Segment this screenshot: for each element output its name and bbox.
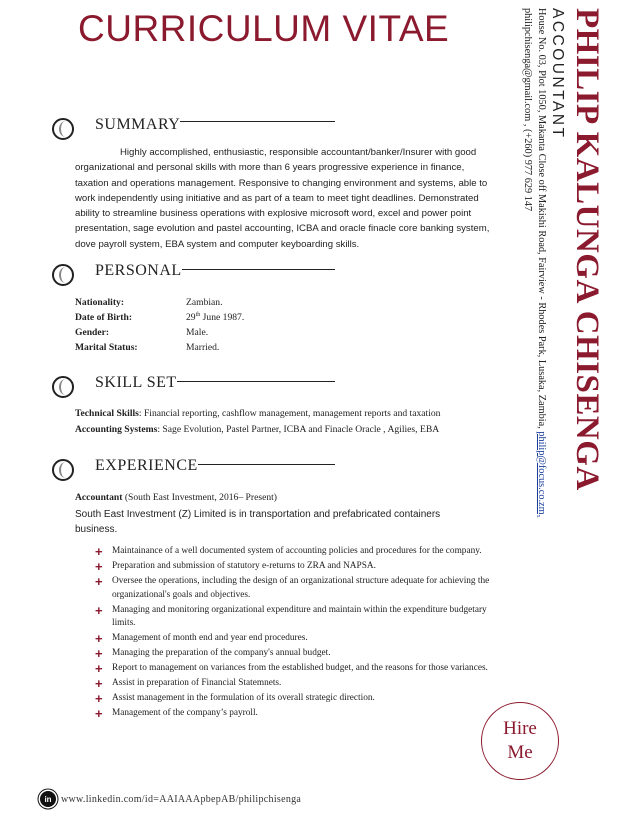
candidate-name: PHILIP KALUNGA CHISENGA (569, 8, 605, 491)
section-title-summary: SUMMARY (95, 116, 181, 133)
list-item (95, 545, 495, 559)
skill-label: Accounting Systems (75, 424, 158, 435)
personal-value: Male. (186, 327, 209, 338)
personal-details-table (75, 297, 244, 357)
plus-icon: + (95, 676, 103, 691)
hire-me-badge[interactable] (481, 702, 559, 780)
duty-text: Oversee the operations, including the design of an organizational structure adequate for achieving the organizational's goals and objectives. (112, 576, 490, 600)
duty-text: Management of month end and year end procedures. (112, 633, 308, 643)
section-title-experience: EXPERIENCE (95, 457, 198, 474)
dob-rest: June 1987. (200, 312, 245, 324)
section-divider (177, 381, 335, 382)
circle-icon (52, 264, 74, 286)
hire-line-2: Me (507, 742, 533, 763)
personal-label: Nationality: (75, 297, 125, 308)
personal-row (75, 297, 244, 312)
website-link[interactable]: philip@focus.co.zm, (536, 431, 547, 518)
duty-text: Management of the company’s payroll. (112, 708, 258, 718)
section-title-personal: PERSONAL (95, 262, 182, 279)
duty-text: Preparation and submission of statutory e-returns to ZRA and NAPSA. (112, 561, 376, 571)
role-detail: (South East Investment, 2016– Present) (122, 492, 277, 503)
linkedin-icon[interactable]: in (40, 791, 56, 807)
skill-value: : Sage Evolution, Pastel Partner, ICBA and Finacle Oracle , Agilies, EBA (157, 424, 440, 435)
list-item (95, 560, 495, 574)
address-text: House No. 03, Plot 1050, Makanta Close off Makishi Road, Fairview - Rhodes Park, Lusaka, Zambia, (536, 8, 547, 432)
summary-text (75, 145, 497, 252)
circle-icon (52, 459, 74, 481)
linkedin-link[interactable]: www.linkedin.com/id=AAIAAApbepAB/philipchisenga (61, 793, 302, 805)
section-title-skills: SKILL SET (95, 374, 177, 391)
personal-value (186, 312, 244, 327)
skill-technical (75, 408, 440, 419)
duties-list (95, 545, 495, 722)
circle-icon (52, 376, 74, 398)
duty-text: Report to management on variances from the established budget, and the reasons for those variances. (112, 663, 488, 673)
duty-text: Managing and monitoring organizational expenditure and maintain within the expenditure budgetary limits. (112, 604, 487, 628)
role-title: Accountant (75, 492, 123, 503)
section-divider (182, 269, 335, 270)
experience-company: South East Investment (Z) Limited is in transportation and prefabricated containers business. (75, 509, 441, 535)
section-summary-header (52, 118, 342, 148)
section-personal-header (52, 264, 342, 294)
personal-row (75, 342, 244, 357)
personal-value: Zambian. (186, 297, 223, 308)
duty-text: Assist in preparation of Financial Statemnets. (112, 678, 282, 688)
candidate-role: ACCOUNTANT (549, 8, 566, 140)
list-item (95, 632, 495, 646)
personal-row (75, 312, 244, 327)
plus-icon: + (95, 646, 103, 661)
personal-label: Date of Birth: (75, 312, 133, 323)
summary-paragraph: Highly accomplished, enthusiastic, responsible accountant/banker/Insurer with good organizational and personal skills with more than 6 years progressive experience in finance, taxation and operations management. Responsive to changing environment and systems, able to work independently using initiative and as part of a team to meet tight deadlines. Demonstrated ability to streamline business operations with explosive microsoft word, excel and power point presentation, sage evolution and pastel accounting, ICBA and oracle finacle core banking system, dove payroll system, EBA system and computer keyboarding skills. (75, 147, 490, 250)
list-item (95, 647, 495, 661)
section-divider (180, 121, 335, 122)
candidate-contact: philipchisenga@gmail.com , (+260) 977 629 147 (522, 8, 533, 212)
hire-line-1: Hire (503, 718, 537, 739)
plus-icon: + (95, 631, 103, 646)
list-item (95, 707, 495, 721)
circle-icon (52, 118, 74, 140)
duty-text: Maintainance of a well documented system of accounting policies and procedures for the company. (112, 546, 482, 556)
footer (40, 790, 301, 808)
list-item (95, 692, 495, 706)
personal-label: Gender: (75, 327, 110, 338)
personal-value: Married. (186, 342, 220, 353)
duty-text: Managing the preparation of the company's annual budget. (112, 648, 331, 658)
sidebar-rotated (505, 8, 605, 568)
list-item (95, 677, 495, 691)
page-title: CURRICULUM VITAE (78, 8, 450, 49)
experience-role (75, 492, 277, 503)
section-experience-header (52, 459, 342, 489)
list-item (95, 575, 495, 602)
skill-accounting (75, 424, 439, 435)
section-skills-header (52, 376, 342, 406)
duty-text: Assist management in the formulation of its overall strategic direction. (112, 693, 375, 703)
section-divider (198, 464, 335, 465)
personal-label: Marital Status: (75, 342, 138, 353)
personal-row (75, 327, 244, 342)
sidebar-contact-block (505, 8, 605, 568)
skill-value: : Financial reporting, cashflow management, management reports and taxation (138, 408, 441, 419)
list-item (95, 604, 495, 631)
plus-icon: + (95, 559, 103, 574)
plus-icon: + (95, 691, 103, 706)
list-item (95, 662, 495, 676)
skill-label: Technical Skills (75, 408, 139, 419)
dob-suffix: th (195, 312, 201, 318)
plus-icon: + (95, 574, 103, 589)
candidate-address (534, 8, 548, 568)
plus-icon: + (95, 602, 103, 618)
plus-icon: + (95, 661, 103, 676)
dob-day: 29 (186, 312, 196, 324)
plus-icon: + (95, 706, 103, 721)
plus-icon: + (95, 544, 103, 559)
